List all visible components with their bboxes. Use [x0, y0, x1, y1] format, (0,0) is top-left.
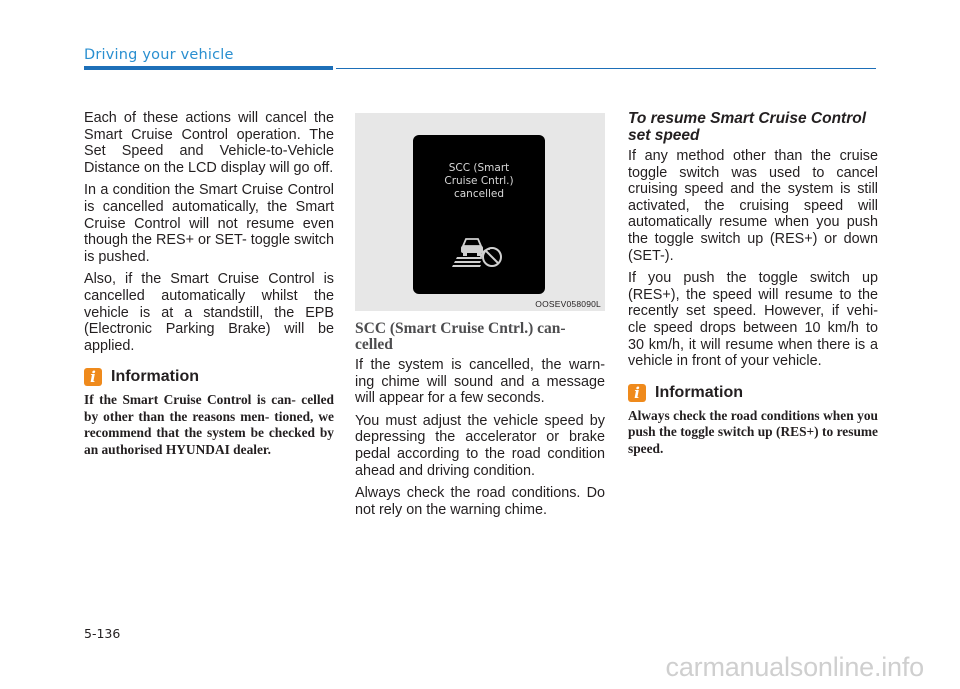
paragraph: Always check the road conditions. Do not rely on the warning chime.: [355, 485, 605, 518]
heading-line: celled: [355, 336, 393, 353]
column-right: [628, 110, 878, 457]
cluster-figure: [355, 113, 605, 311]
section-title: Driving your vehicle: [84, 47, 234, 63]
heading-line: SCC (Smart Cruise Cntrl.) can-: [355, 320, 566, 337]
paragraph: If you push the toggle switch up (RES+), the speed will resume to the recently set speed. However, if vehi- cle speed drops between 10 km/h to 30 km/h, it will resume when there is a vehicle in front of your vehicle.: [628, 270, 878, 370]
header-rule-thin: [336, 68, 876, 70]
paragraph: Also, if the Smart Cruise Control is cancelled automatically whilst the vehicle is at a standstill, the EPB (Electronic Parking Brake) will be applied.: [84, 271, 334, 354]
figure-caption: OOSEV058090L: [535, 299, 601, 309]
information-heading: [84, 368, 334, 386]
lcd-message-line: SCC (Smart: [448, 162, 510, 174]
section-heading: [628, 110, 878, 144]
column-middle: [355, 110, 605, 524]
information-title: Information: [655, 383, 743, 401]
scc-cancelled-icon: [451, 233, 507, 267]
header-rule-thick: [84, 66, 333, 70]
information-title: Information: [111, 368, 199, 386]
lcd-message-line: Cruise Cntrl.): [444, 175, 514, 187]
information-heading: [628, 384, 878, 402]
paragraph: You must adjust the vehicle speed by depressing the accelerator or brake pedal according to the road condition ahead and driving condition.: [355, 412, 605, 479]
lcd-display: [413, 135, 545, 294]
lcd-message: [413, 162, 545, 201]
info-icon: i: [628, 384, 646, 402]
lcd-message-line: cancelled: [453, 188, 505, 200]
paragraph: If any method other than the cruise toggle switch was used to cancel cruising speed and the system is still activated, the cruising speed will automatically resume when you push the toggle switch up (RES+) or down (SET-).: [628, 148, 878, 264]
page-number: 5-136: [84, 626, 121, 641]
paragraph: If the system is cancelled, the warn- ing chime will sound and a message will appear for a few seconds.: [355, 357, 605, 407]
heading-line: To resume Smart Cruise Control: [628, 110, 867, 127]
paragraph: Each of these actions will cancel the Smart Cruise Control operation. The Set Speed and Vehicle-to-Vehicle Distance on the LCD display will go off.: [84, 110, 334, 176]
information-text: If the Smart Cruise Control is can- celled by other than the reasons men- tioned, we recommend that the system be checked by an authorised HYUNDAI dealer.: [84, 392, 334, 457]
information-text: Always check the road conditions when you push the toggle switch up (RES+) to resume speed.: [628, 407, 878, 456]
info-icon: i: [84, 368, 102, 386]
section-heading: [355, 321, 605, 353]
watermark: carmanualsonline.info: [665, 652, 924, 682]
paragraph: In a condition the Smart Cruise Control is cancelled automatically, the Smart Cruise Control will not resume even though the RES+ or SET- toggle switch is pushed.: [84, 182, 334, 265]
heading-line: set speed: [628, 127, 700, 144]
column-left: [84, 110, 334, 458]
